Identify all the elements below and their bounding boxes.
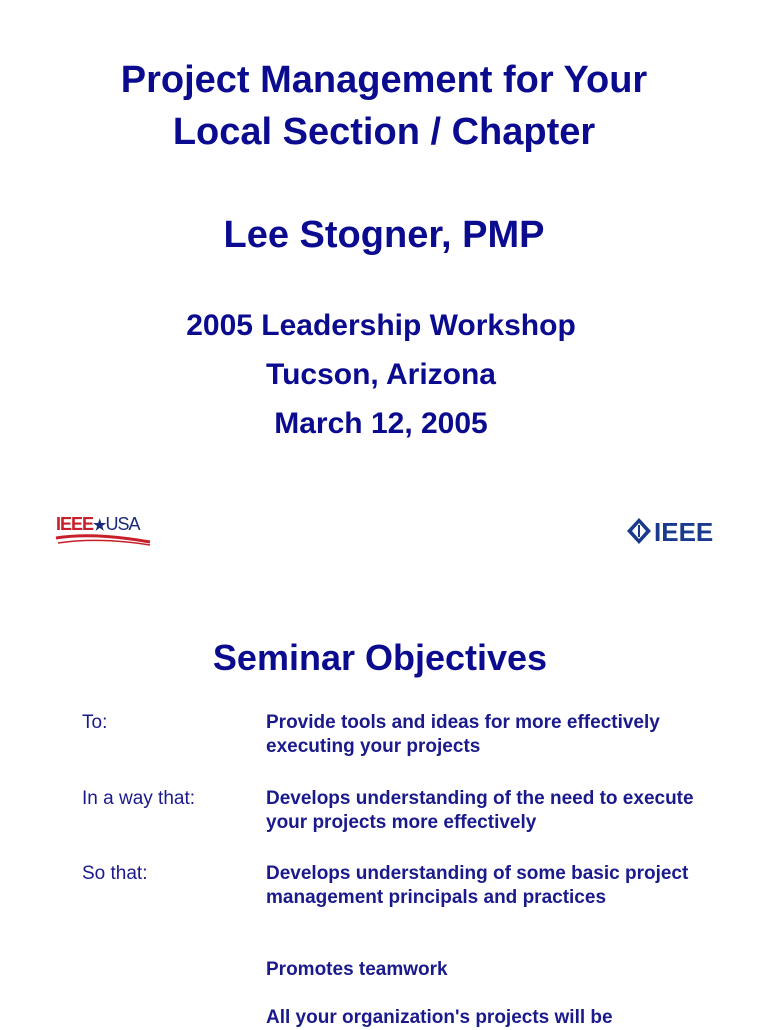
objective-label: So that:	[82, 863, 148, 884]
objective-label: In a way that:	[82, 788, 196, 809]
objective-text: Promotes teamwork	[266, 959, 448, 980]
objective-text: Develops understanding of some basic project management principals and practices	[266, 863, 689, 908]
title-line-1: Project Management for Your	[120, 59, 648, 101]
ieee-wordmark: IEEE	[654, 517, 714, 547]
swoosh-icon	[54, 530, 154, 546]
star-icon: ★	[93, 517, 106, 534]
objective-text: Develops understanding of the need to execute your projects more effectively	[266, 788, 694, 833]
event-name: 2005 Leadership Workshop	[186, 309, 576, 342]
ieee-diamond-icon	[626, 517, 652, 545]
ieee-usa-wordmark-usa: USA	[105, 514, 140, 534]
ieee-logo	[626, 516, 722, 548]
event-date: March 12, 2005	[274, 407, 488, 440]
section-title: Seminar Objectives	[212, 637, 548, 678]
presenter-name: Lee Stogner, PMP	[223, 214, 545, 256]
objective-text: All your organization's projects will be	[266, 1007, 613, 1028]
objective-text: Provide tools and ideas for more effectively executing your projects	[266, 712, 660, 757]
ieee-usa-wordmark-ieee: IEEE	[56, 514, 94, 534]
ieee-usa-logo	[54, 512, 154, 548]
objective-label: To:	[82, 712, 108, 733]
event-location: Tucson, Arizona	[265, 358, 496, 391]
title-line-2: Local Section / Chapter	[172, 111, 596, 153]
